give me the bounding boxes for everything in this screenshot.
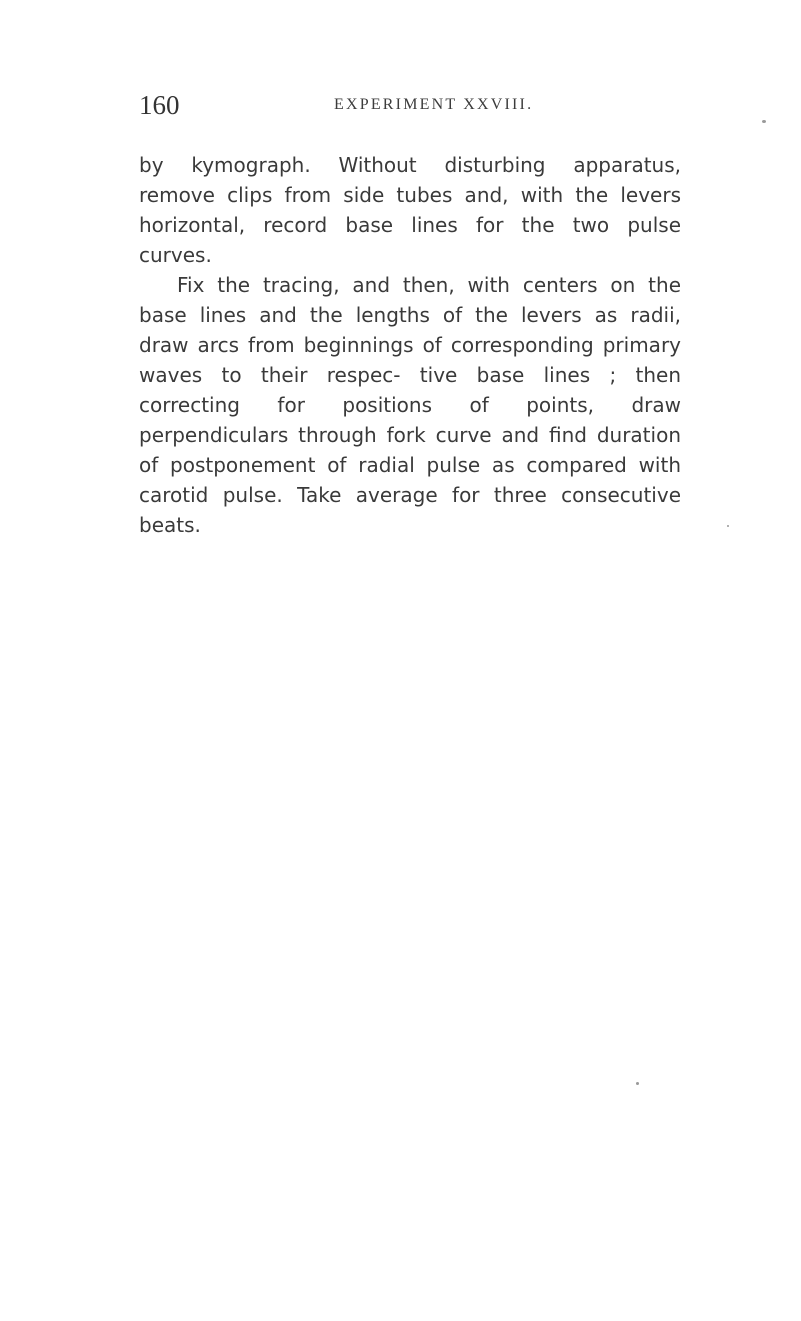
running-head <box>139 90 681 120</box>
running-title: EXPERIMENT XXVIII. <box>334 96 534 113</box>
paper-speck <box>762 120 766 123</box>
paragraph-continuation: by kymograph. Without disturbing apparatus, remove clips from side tubes and, with the levers horizontal, record base lines for the two pulse curves. <box>139 153 681 267</box>
page-number: 160 <box>139 90 180 120</box>
body-text <box>139 150 681 540</box>
paper-speck <box>727 525 729 527</box>
paragraph-procedure: Fix the tracing, and then, with centers on the base lines and the lengths of the levers as radii, draw arcs from beginnings of corresponding primary waves to their respec- tive base lines ; then correcting for positions of points, draw perpendiculars through fork curve and find duration of postponement of radial pulse as compared with carotid pulse. Take average for three consecutive beats. <box>139 273 681 537</box>
paper-speck <box>636 1082 639 1085</box>
